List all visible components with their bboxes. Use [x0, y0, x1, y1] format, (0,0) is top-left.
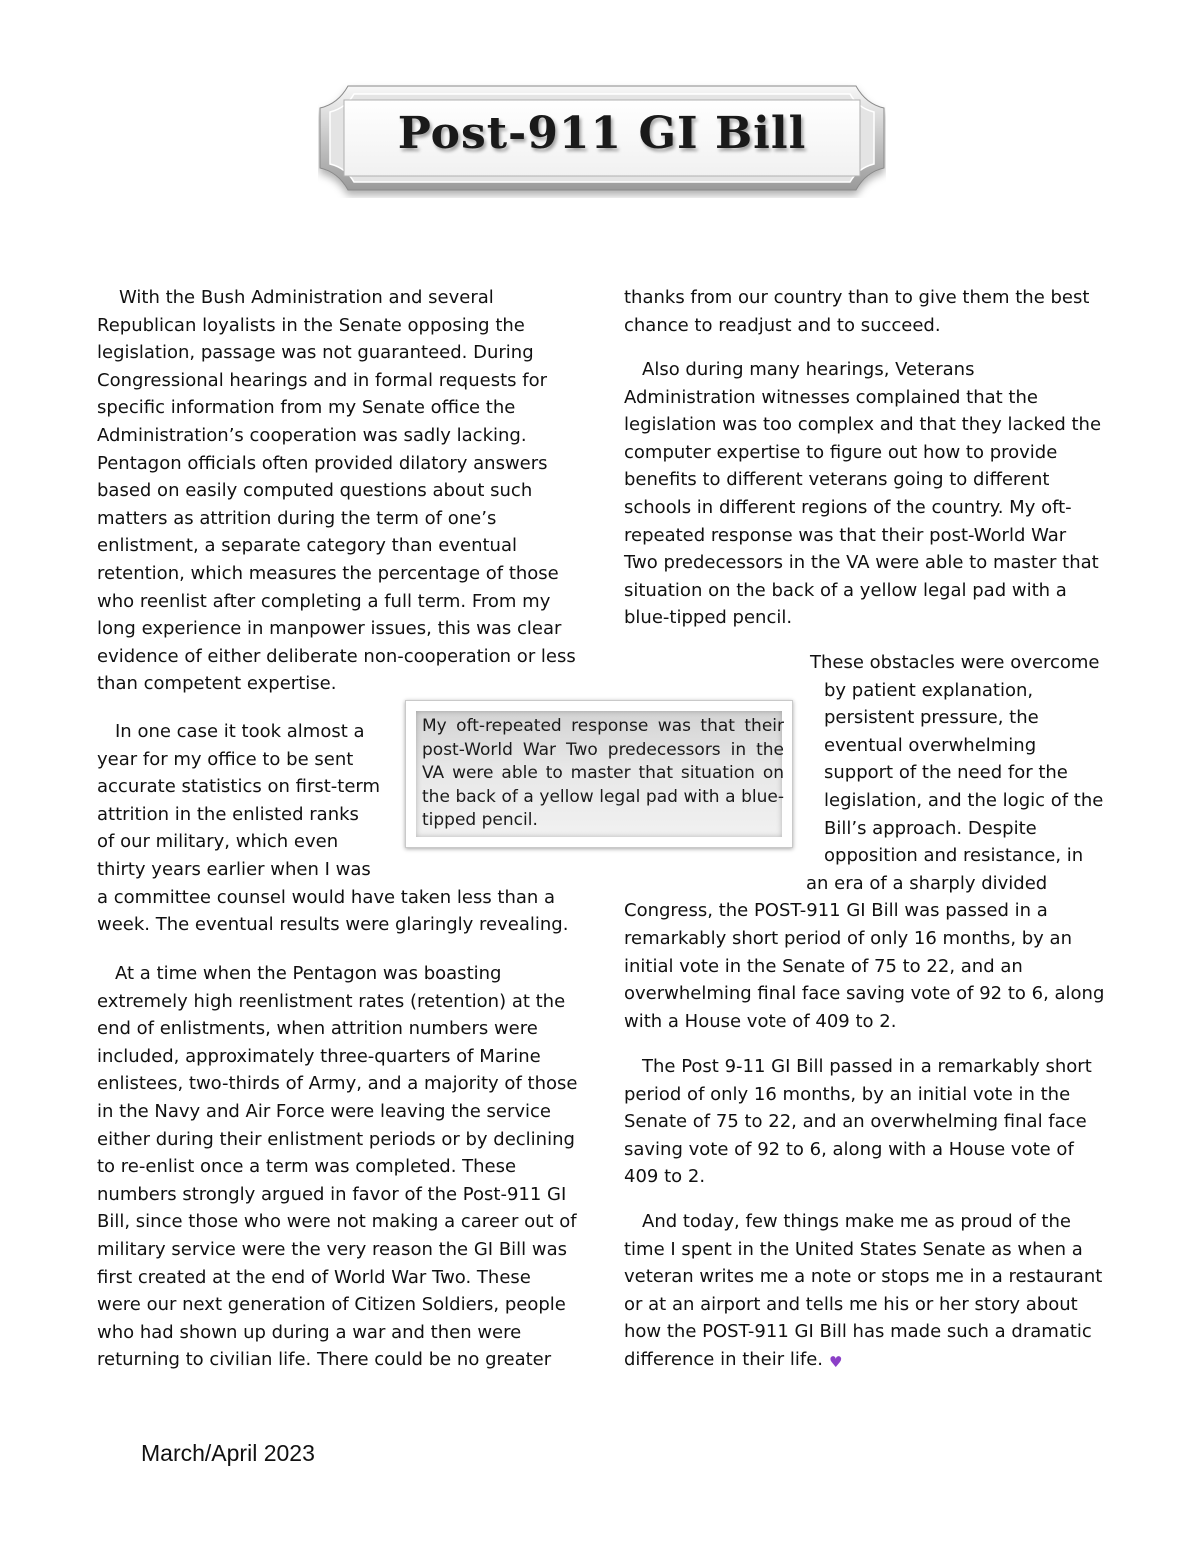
- text-line: numbers strongly argued in favor of the Post-911 GI: [97, 1183, 567, 1205]
- text-line: end of enlistments, when attrition numbers were: [97, 1018, 538, 1040]
- text-line: repeated response was that their post-World War: [624, 524, 1067, 546]
- text-line: blue-tipped pencil.: [624, 607, 793, 629]
- text-line: an era of a sharply divided: [806, 872, 1048, 894]
- text-line: Bill, since those who were not making a career out of: [97, 1211, 577, 1233]
- pull-quote-text: [422, 715, 784, 833]
- text-line: Congress, the POST-911 GI Bill was passed in a: [624, 900, 1048, 922]
- text-line: support of the need for the: [824, 762, 1068, 784]
- text-line: Senate of 75 to 22, and an overwhelming final face: [624, 1111, 1087, 1133]
- text-line: In one case it took almost a: [115, 721, 365, 742]
- text-line: military service were the very reason the GI Bill was: [97, 1238, 568, 1260]
- text-line: benefits to different veterans going to different: [624, 469, 1050, 491]
- text-line: were our next generation of Citizen Soldiers, people: [97, 1294, 566, 1316]
- text-line: initial vote in the Senate of 75 to 22, and an: [624, 955, 1023, 977]
- text-line: persistent pressure, the: [824, 707, 1039, 729]
- purple-heart-icon: ♥: [829, 1352, 843, 1371]
- text-line: post-World War Two predecessors in the: [422, 739, 784, 760]
- text-line: enlistees, two-thirds of Army, and a majority of those: [97, 1073, 578, 1095]
- text-line: eventual overwhelming: [824, 734, 1037, 756]
- text-line: opposition and resistance, in: [824, 845, 1084, 867]
- text-line: Two predecessors in the VA were able to master that: [624, 552, 1099, 574]
- text-line: in the Navy and Air Force were leaving the service: [97, 1100, 552, 1122]
- text-line: long experience in manpower issues, this was clear: [97, 618, 562, 640]
- text-line: who had shown up during a war and then were: [97, 1321, 522, 1343]
- left-paragraph-1: [97, 284, 576, 698]
- text-line: Administration’s cooperation was sadly lacking.: [97, 424, 527, 446]
- text-line: included, approximately three-quarters of Marine: [97, 1045, 541, 1067]
- text-line: With the Bush Administration and several: [119, 287, 494, 308]
- text-line: tipped pencil.: [422, 810, 538, 830]
- text-line: Also during many hearings, Veterans: [642, 359, 975, 380]
- text-line: with a House vote of 409 to 2.: [624, 1010, 897, 1032]
- text-line: Administration witnesses complained that the: [624, 386, 1038, 408]
- text-line: or at an airport and tells me his or her story about: [624, 1293, 1078, 1315]
- page-title: Post-911 GI Bill: [397, 108, 807, 159]
- right-paragraph-4: [624, 1053, 1092, 1191]
- text-line: extremely high reenlistment rates (retention) at the: [97, 990, 566, 1012]
- text-line: accurate statistics on first-term: [97, 776, 381, 798]
- text-line: legislation was too complex and that they lacked the: [624, 414, 1102, 436]
- text-line: Pentagon officials often provided dilatory answers: [97, 452, 548, 474]
- text-line: by patient explanation,: [824, 679, 1034, 701]
- text-line: matters as attrition during the term of one’s: [97, 507, 497, 529]
- left-paragraph-3: [97, 960, 577, 1374]
- text-line: the back of a yellow legal pad with a blue-: [422, 786, 784, 807]
- text-line: thirty years earlier when I was: [97, 858, 371, 880]
- title-plaque: [318, 78, 886, 198]
- text-line: year for my office to be sent: [97, 748, 354, 770]
- text-line: veteran writes me a note or stops me in a restaurant: [624, 1266, 1103, 1288]
- text-line: enlistment, a separate category than eventual: [97, 535, 517, 557]
- text-line: At a time when the Pentagon was boasting: [115, 963, 502, 984]
- right-paragraph-1: [624, 284, 1089, 339]
- text-line: who reenlist after completing a full term. From my: [97, 590, 551, 612]
- text-line: These obstacles were overcome: [810, 652, 1100, 673]
- text-line: based on easily computed questions about such: [97, 480, 533, 502]
- text-line: chance to readjust and to succeed.: [624, 314, 941, 336]
- text-line: situation on the back of a yellow legal pad with a: [624, 579, 1067, 601]
- text-line: difference in their life. ♥: [624, 1346, 1102, 1377]
- text-line: computer expertise to figure out how to provide: [624, 441, 1058, 463]
- text-line: how the POST-911 GI Bill has made such a dramatic: [624, 1321, 1092, 1343]
- text-line: returning to civilian life. There could be no greater: [97, 1349, 552, 1371]
- issue-date: March/April 2023: [141, 1440, 315, 1466]
- text-line: either during their enlistment periods or by declining: [97, 1128, 575, 1150]
- text-line: remarkably short period of only 16 months, by an: [624, 927, 1072, 949]
- text-line: VA were able to master that situation on: [422, 763, 784, 783]
- right-paragraph-5: [624, 1208, 1102, 1377]
- text-line: to re-enlist once a term was completed. These: [97, 1156, 517, 1178]
- text-line: specific information from my Senate office the: [97, 397, 516, 419]
- text-line: first created at the end of World War Two. These: [97, 1266, 531, 1288]
- text-line: Bill’s approach. Despite: [824, 817, 1037, 839]
- text-line: My oft-repeated response was that their: [422, 716, 784, 736]
- text-line: retention, which measures the percentage of those: [97, 562, 559, 584]
- text-line: than competent expertise.: [97, 673, 337, 695]
- text-line: Republican loyalists in the Senate opposing the: [97, 314, 525, 336]
- text-line: a committee counsel would have taken less than a: [97, 886, 556, 908]
- text-line: time I spent in the United States Senate as when a: [624, 1238, 1083, 1260]
- text-line: attrition in the enlisted ranks: [97, 803, 359, 825]
- pull-quote-box: [405, 700, 793, 848]
- text-line: period of only 16 months, by an initial vote in the: [624, 1083, 1071, 1105]
- text-line: evidence of either deliberate non-cooperation or less: [97, 645, 576, 667]
- text-line: legislation, passage was not guaranteed. During: [97, 342, 534, 364]
- text-line: And today, few things make me as proud of the: [642, 1211, 1071, 1232]
- text-line: of our military, which even: [97, 831, 339, 853]
- text-line: schools in different regions of the country. My oft-: [624, 496, 1072, 518]
- text-line: week. The eventual results were glaringly revealing.: [97, 914, 569, 936]
- text-line: overwhelming final face saving vote of 92 to 6, along: [624, 983, 1105, 1005]
- text-line: thanks from our country than to give them the best: [624, 287, 1090, 308]
- text-line: saving vote of 92 to 6, along with a House vote of: [624, 1138, 1074, 1160]
- text-line: Congressional hearings and in formal requests for: [97, 369, 547, 391]
- text-line: The Post 9-11 GI Bill passed in a remarkably short: [642, 1056, 1092, 1077]
- text-line: legislation, and the logic of the: [824, 789, 1104, 811]
- right-paragraph-2: [624, 356, 1101, 632]
- text-line: 409 to 2.: [624, 1166, 706, 1188]
